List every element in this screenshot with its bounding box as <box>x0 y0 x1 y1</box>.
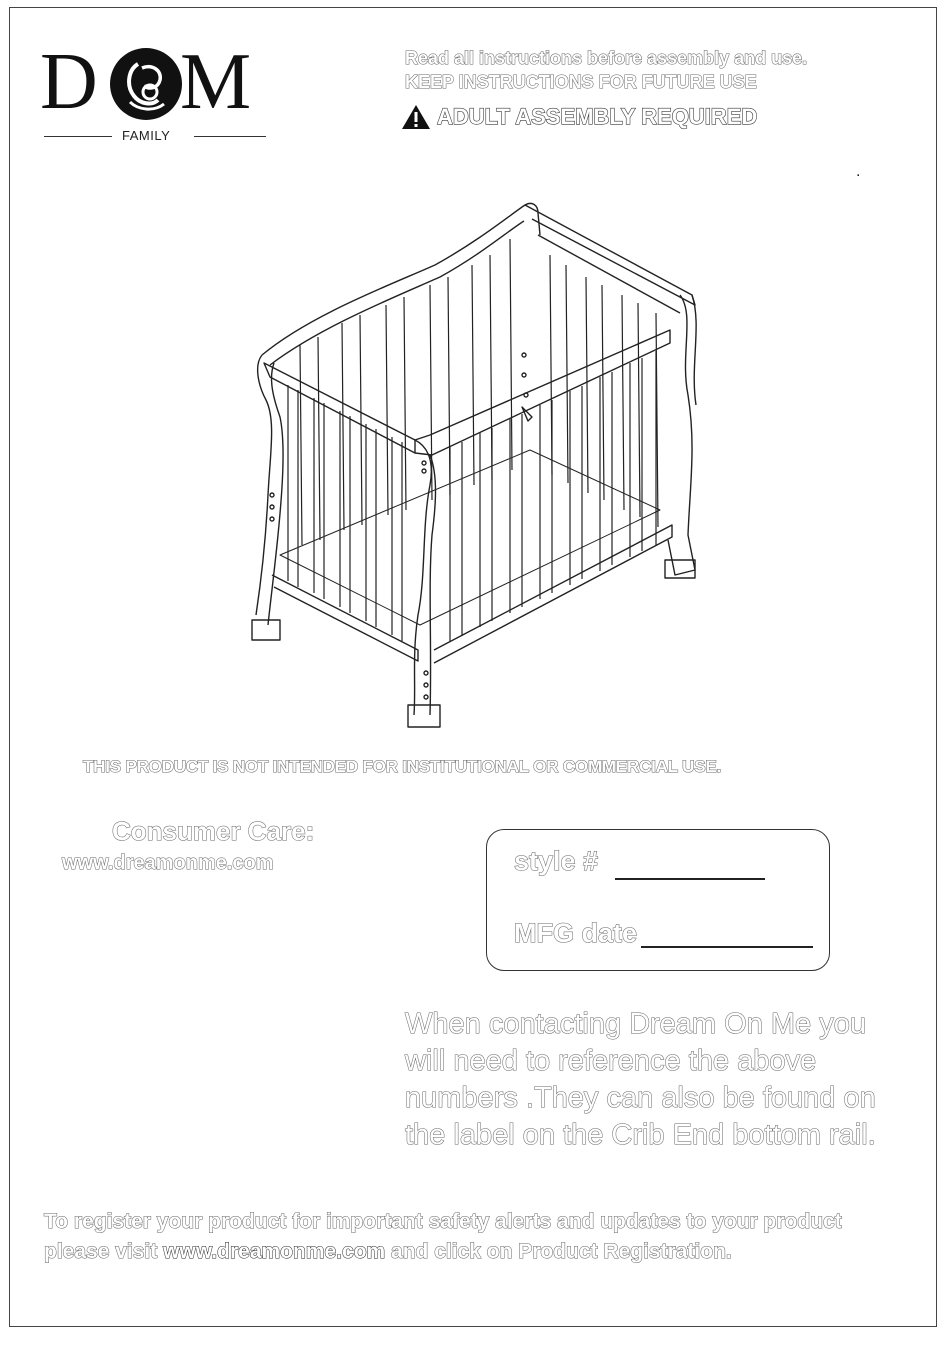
consumer-care-title: Consumer Care: <box>112 816 315 846</box>
logo-family-label: FAMILY <box>122 128 171 143</box>
logo-letter-d: D <box>40 38 97 126</box>
contact-reference-note <box>405 1006 925 1154</box>
read-instructions-text: Read all instructions before assembly and use. <box>405 48 808 68</box>
not-for-commercial-use-disclaimer: THIS PRODUCT IS NOT INTENDED FOR INSTITUTIONAL OR COMMERCIAL USE. <box>83 757 722 776</box>
registration-url-link[interactable]: www.dreamonme.com <box>163 1240 386 1263</box>
mfg-date-label: MFG date <box>514 918 638 948</box>
logo-family-row <box>44 128 266 144</box>
logo-rule-left <box>44 136 112 137</box>
register-suffix: and click on Product Registration. <box>385 1240 732 1263</box>
contact-note-line: the label on the Crib End bottom rail. <box>405 1119 876 1151</box>
register-line-1: To register your product for important safety alerts and updates to your product <box>44 1210 842 1233</box>
style-number-blank <box>615 878 765 880</box>
keep-instructions-text: KEEP INSTRUCTIONS FOR FUTURE USE <box>405 72 757 92</box>
warning-triangle-icon <box>401 104 431 130</box>
product-registration-note <box>44 1207 914 1267</box>
consumer-care-url: www.dreamonme.com <box>62 852 274 874</box>
register-prefix: please visit <box>44 1240 164 1263</box>
register-line-2 <box>44 1237 914 1267</box>
mfg-date-blank <box>641 946 813 948</box>
logo-mother-child-icon <box>108 46 184 122</box>
style-number-label: style # <box>514 846 599 876</box>
crib-illustration <box>240 195 710 740</box>
contact-note-line: When contacting Dream On Me you <box>405 1008 866 1040</box>
adult-assembly-text: ADULT ASSEMBLY REQUIRED <box>437 104 758 129</box>
style-mfg-box <box>486 829 830 971</box>
logo-letter-m: M <box>180 38 251 126</box>
contact-note-line: will need to reference the above <box>405 1045 817 1077</box>
adult-assembly-warning <box>401 104 757 130</box>
contact-note-line: numbers .They can also be found on <box>405 1082 876 1114</box>
stray-dot: . <box>856 163 861 180</box>
dom-family-logo <box>40 40 270 150</box>
logo-rule-right <box>194 136 266 137</box>
